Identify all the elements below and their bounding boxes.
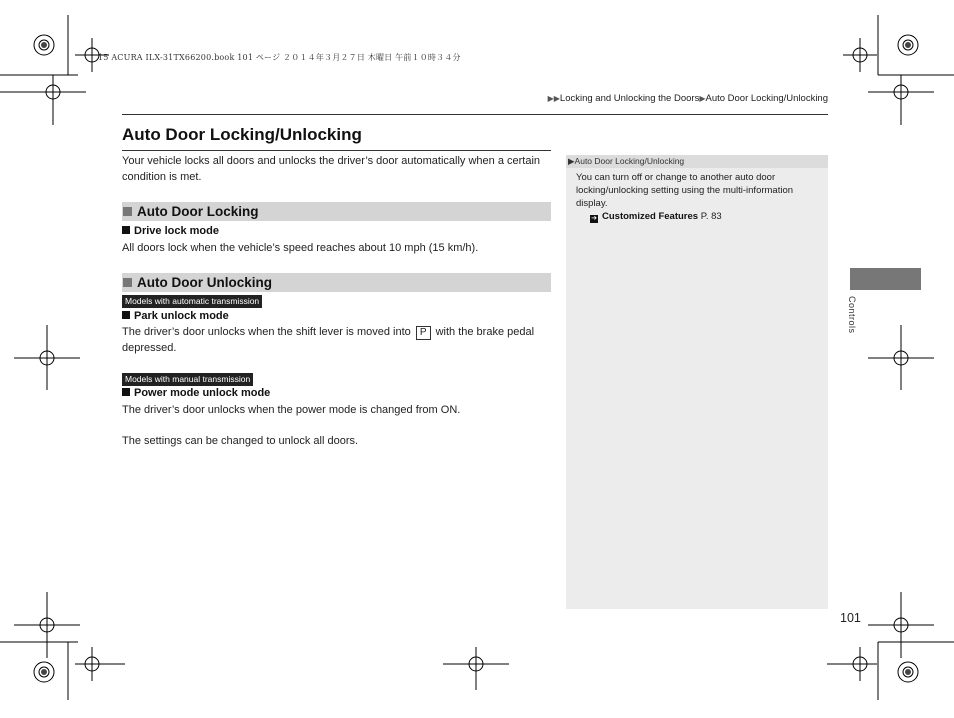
section-heading-locking (122, 202, 551, 221)
drive-lock-text: All doors lock when the vehicle’s speed reaches about 10 mph (15 km/h). (122, 242, 479, 254)
side-note-arrow-icon: ▶ (568, 156, 575, 166)
park-unlock-text-after: with the brake pedal depressed. (122, 326, 535, 354)
breadcrumb (548, 93, 828, 104)
breadcrumb-arrow-icon: ▶ (699, 94, 706, 103)
reference-arrow-icon: ➔ (591, 215, 597, 222)
park-unlock-text (122, 324, 554, 356)
side-note-heading (566, 155, 828, 168)
header-rule (122, 114, 828, 115)
subheading-drive-lock-label: Drive lock mode (134, 225, 219, 237)
section-heading-unlocking (122, 273, 551, 292)
breadcrumb-arrow-icon: ▶▶ (547, 94, 560, 103)
breadcrumb-item-current: Auto Door Locking/Unlocking (705, 93, 828, 104)
settings-note-text: The settings can be changed to unlock all doors. (122, 435, 359, 447)
side-note-panel (566, 155, 828, 609)
print-header: 15 ACURA ILX-31TX66200.book 101 ページ ２０１４年３月２７日 木曜日 午前１０時３４分 (98, 53, 461, 62)
power-unlock-text: The driver’s door unlocks when the power mode is changed from ON. (122, 404, 461, 416)
section-square-icon (123, 207, 132, 216)
bullet-square-icon (122, 226, 130, 234)
subheading-drive-lock (122, 225, 219, 237)
subheading-power-unlock (122, 387, 270, 399)
manual-transmission-tag: Models with manual transmission (122, 373, 253, 386)
chapter-tab[interactable] (850, 268, 921, 290)
side-note-text: You can turn off or change to another auto door locking/unlocking setting using the multi-information display. (576, 172, 794, 209)
bullet-square-icon (122, 311, 130, 319)
park-unlock-text-before: The driver’s door unlocks when the shift lever is moved into (122, 326, 411, 338)
breadcrumb-item-locking[interactable]: Locking and Unlocking the Doors (559, 93, 700, 104)
subheading-power-unlock-label: Power mode unlock mode (134, 387, 271, 399)
bullet-square-icon (122, 388, 130, 396)
page-number: 101 (840, 611, 861, 625)
section-heading-locking-label: Auto Door Locking (137, 204, 259, 219)
side-note-heading-label: Auto Door Locking/Unlocking (574, 156, 685, 166)
subheading-park-unlock (122, 310, 229, 322)
park-gear-key: P (416, 326, 431, 340)
chapter-tab-label: Controls (847, 296, 857, 334)
page-title: Auto Door Locking/Unlocking (122, 125, 362, 144)
automatic-transmission-tag: Models with automatic transmission (122, 295, 262, 308)
subheading-park-unlock-label: Park unlock mode (134, 310, 229, 322)
section-square-icon (123, 278, 132, 287)
customized-features-link[interactable] (590, 211, 722, 223)
customized-features-link-label[interactable]: Customized Features (602, 211, 699, 222)
intro-text: Your vehicle locks all doors and unlocks the driver’s door automatically when a certain condition is met. (122, 155, 541, 183)
section-heading-unlocking-label: Auto Door Unlocking (137, 275, 272, 290)
customized-features-page-ref[interactable]: P. 83 (700, 211, 722, 222)
title-rule (122, 150, 551, 151)
